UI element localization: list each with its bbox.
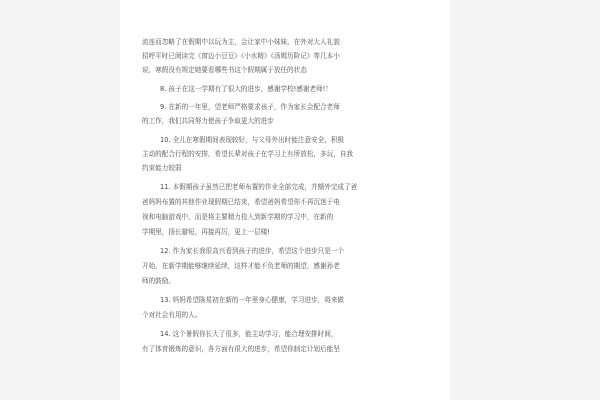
item-9-line-1: 9. 在新的一年里，望老师严格要求孩子，作为家长会配合老师 <box>160 103 340 111</box>
item-12-line-1: 12. 作为家长我很高兴看到孩子的进步，希望这个进步只是一个 <box>160 247 345 255</box>
item-13-line-2: 个对社会有用的人。 <box>142 311 202 319</box>
item-10-line-1: 10. 全儿在寒假期间表现较好，与父母外出时能注意安全，积极 <box>160 136 345 144</box>
item-13-line-1: 13. 妈妈希望陈易初在新的一年里身心健康，学习进步，将来做 <box>160 296 345 304</box>
item-11-line-4: 学期里，扬长避短，再接再厉，更上一层楼! <box>142 228 270 236</box>
item-10-line-2: 主动的配合行程的安排，希望长辈对孩子在学习上有所放松，多玩，自我 <box>142 150 353 158</box>
item-11-line-3: 视和电脑游戏中，而是将主要精力投入到新学期的学习中，在新的 <box>142 213 334 221</box>
item-11-line-1: 11. 本假期孩子虽然已把老师布置的作业全部完成，并额外完成了爸 <box>160 183 358 191</box>
item-10-line-3: 约束能力较弱 <box>142 164 182 172</box>
item-12-line-3: 师的鼓励。 <box>142 277 175 285</box>
paragraph-1-line-1: 流连而忽略了在假期中以玩为主，会让家中小妹妹，在外对大人礼貌 <box>142 38 340 46</box>
item-14-line-1: 14. 这个暑假你长大了很多，能主动学习，能合理安排时间， <box>160 330 338 338</box>
item-12-line-2: 开始，在新学期能够继续延续，这样才能不负老师的期望，感谢孙老 <box>142 262 340 270</box>
paragraph-1-line-3: 说，寒假没有规定她要看哪些书这个假期属于放任的状态 <box>142 66 307 74</box>
item-14-line-2: 有了体育锻炼的意识，各方面有很大的进步，希望你制定计划后能坚 <box>142 345 340 353</box>
item-9-line-2: 的工作，我们共同努力使孩子争取更大的进步 <box>142 117 274 125</box>
item-11-line-2: 爸妈妈布置的其他作业现假期已结束，希望爸妈希望你不再沉迷于电 <box>142 198 340 206</box>
item-8-line-1: 8. 孩子在这一学期有了很大的进步，感谢学校!感谢老师!！ <box>160 85 332 93</box>
paragraph-1-line-2: 招呼平时已阅读完《窗边小豆豆》《小水精》《汤姆历险记》等几本小 <box>142 52 340 60</box>
